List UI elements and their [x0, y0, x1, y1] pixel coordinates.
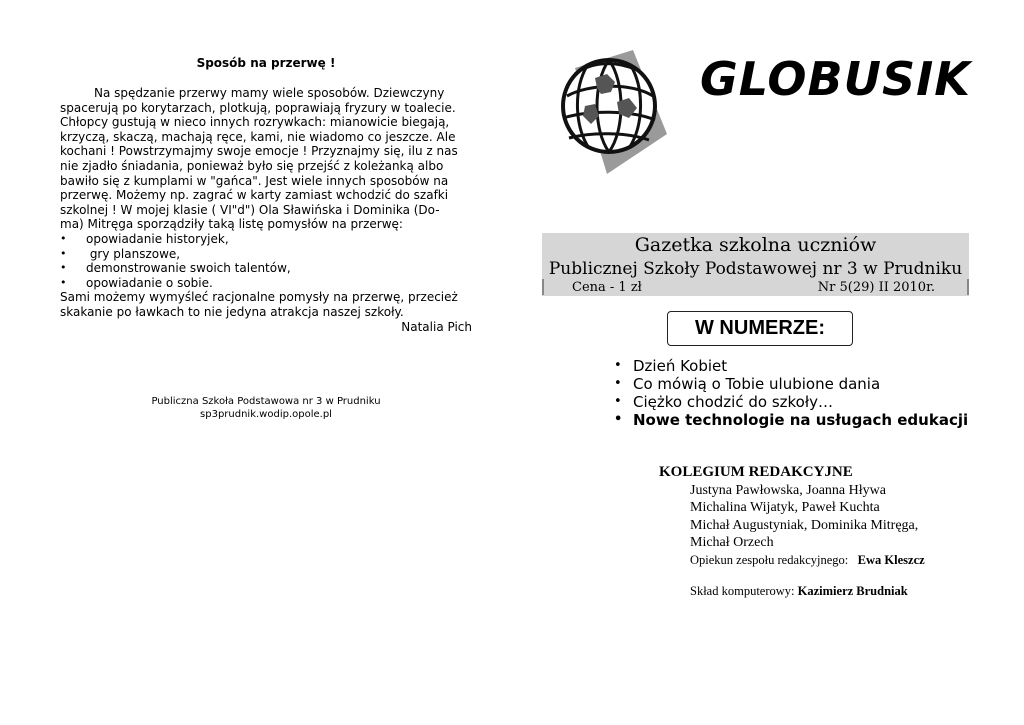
masthead-title: GLOBUSIK [700, 52, 971, 106]
typesetting-name: Kazimierz Brudniak [797, 584, 908, 598]
school-name: Publiczna Szkoła Podstawowa nr 3 w Prudniku [151, 396, 381, 407]
article-title: Sposób na przerwę ! [196, 56, 336, 70]
editorial-board [659, 464, 925, 601]
publication-banner [542, 233, 969, 296]
banner-line-2: Publicznej Szkoły Podstawowej nr 3 w Prudniku [548, 259, 963, 279]
school-footer [60, 396, 472, 421]
table-of-contents [614, 357, 968, 429]
banner-tick-left [542, 279, 544, 295]
article-line: Sami możemy wymyśleć racjonalne pomysły na przerwę, przecież [60, 290, 458, 305]
school-website: sp3prudnik.wodip.opole.pl [200, 408, 332, 420]
staff-line: Michał Orzech [690, 535, 774, 550]
article-line: kochani ! Powstrzymajmy swoje emocje ! Przyznajmy się, ilu z nas [60, 144, 458, 159]
list-item: • demonstrowanie swoich talentów, [60, 261, 472, 276]
in-this-issue-heading: W NUMERZE: [667, 311, 853, 346]
typesetting-line [690, 583, 925, 601]
article-line: przerwę. Możemy np. zagrać w karty zamiast wchodzić do szafki [60, 188, 449, 203]
contents-item: • Dzień Kobiet [614, 357, 968, 375]
advisor-label: Opiekun zespołu redakcyjnego: [690, 552, 849, 567]
article-line: bawiło się z kumplami w "gańca". Jest wiele innych sposobów na [60, 173, 449, 188]
contents-item: • Co mówią o Tobie ulubione dania [614, 375, 968, 393]
banner-tick-right [967, 279, 969, 295]
ideas-list [60, 232, 472, 290]
list-item: • opowiadanie o sobie. [60, 276, 472, 291]
article-line: skakanie po ławkach to nie jedyna atrakcja naszej szkoły. [60, 304, 404, 319]
advisor-line [690, 552, 925, 570]
banner-line-1: Gazetka szkolna uczniów [634, 234, 877, 256]
article-line: krzyczą, skaczą, machają ręce, kami, nie wiadomo co jeszcze. Ale [60, 129, 456, 144]
typesetting-label: Skład komputerowy: [690, 584, 795, 598]
article-line: Na spędzanie przerwy mamy wiele sposobów. Dziewczyny [94, 86, 445, 100]
issue-number: Nr 5(29) II 2010r. [817, 280, 935, 295]
list-item: • gry planszowe, [60, 247, 472, 262]
article-line: ma) Mitręga sporządziły taką listę pomysłów na przerwę: [60, 217, 403, 232]
staff-line: Michał Augustyniak, Dominika Mitręga, [690, 517, 919, 533]
article-line: Chłopcy gustują w nieco innych rozrywkach: mianowicie biegają, [60, 115, 450, 130]
contents-item: • Ciężko chodzić do szkoły… [614, 393, 968, 411]
article-body [60, 86, 472, 334]
advisor-name: Ewa Kleszcz [857, 552, 925, 567]
price-label: Cena - 1 zł [572, 280, 642, 295]
article-line: nie zjadło śniadania, ponieważ było się przejść z koleżanką albo [60, 158, 444, 173]
editorial-board-heading: KOLEGIUM REDAKCYJNE [659, 464, 853, 480]
article-author: Natalia Pich [401, 319, 472, 334]
list-item: • opowiadanie historyjek, [60, 232, 472, 247]
article-line: spacerują po korytarzach, plotkują, poprawiają fryzury w toalecie. [60, 100, 456, 115]
contents-item: • Nowe technologie na usługach edukacji [614, 411, 968, 429]
staff-line: Michalina Wijatyk, Paweł Kuchta [690, 500, 880, 515]
staff-line: Justyna Pawłowska, Joanna Hływa [690, 482, 886, 498]
globe-logo [545, 44, 685, 180]
article-line: szkolnej ! W mojej klasie ( VI"d") Ola Sławińska i Dominika (Do- [60, 202, 440, 217]
